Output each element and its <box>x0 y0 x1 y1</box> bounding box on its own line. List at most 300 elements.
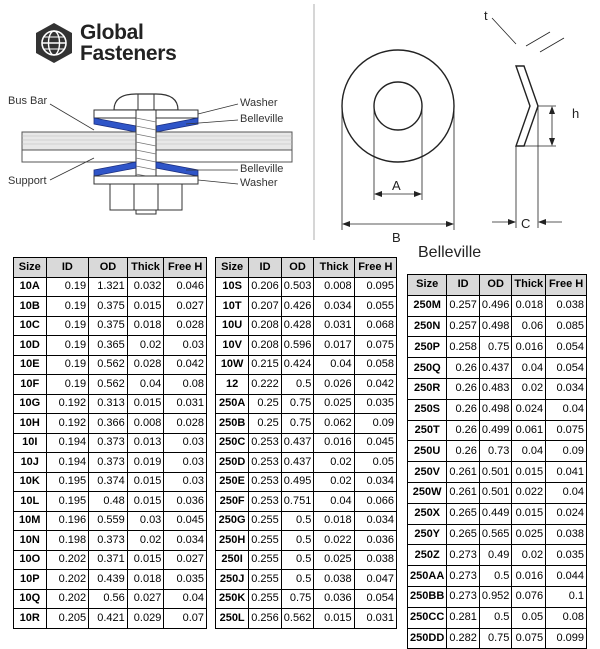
value-cell: 0.03 <box>164 472 207 492</box>
table-row <box>216 355 397 375</box>
size-cell: 10E <box>14 355 47 375</box>
size-table-2 <box>215 257 397 629</box>
table-row <box>216 316 397 336</box>
value-cell: 0.03 <box>127 511 164 531</box>
value-cell: 0.439 <box>89 570 128 590</box>
value-cell: 0.273 <box>447 586 480 607</box>
value-cell: 0.034 <box>164 531 207 551</box>
hex-globe-icon <box>34 22 74 64</box>
table-row <box>216 531 397 551</box>
table-row <box>216 414 397 434</box>
value-cell: 0.25 <box>249 394 282 414</box>
value-cell: 0.373 <box>89 433 128 453</box>
column-header: Thick <box>314 258 354 278</box>
value-cell: 0.265 <box>447 524 480 545</box>
value-cell: 0.03 <box>164 433 207 453</box>
column-header: ID <box>46 258 89 278</box>
value-cell: 0.058 <box>354 355 396 375</box>
value-cell: 0.085 <box>546 316 587 337</box>
value-cell: 0.751 <box>281 492 314 512</box>
value-cell: 0.03 <box>164 453 207 473</box>
value-cell: 0.018 <box>314 511 354 531</box>
value-cell: 0.08 <box>164 375 207 395</box>
value-cell: 0.373 <box>89 531 128 551</box>
value-cell: 0.075 <box>546 420 587 441</box>
value-cell: 0.208 <box>249 336 282 356</box>
value-cell: 0.038 <box>546 295 587 316</box>
value-cell: 0.565 <box>479 524 512 545</box>
value-cell: 0.75 <box>281 394 314 414</box>
value-cell: 0.04 <box>314 355 354 375</box>
value-cell: 0.75 <box>281 414 314 434</box>
value-cell: 0.016 <box>512 337 546 358</box>
value-cell: 0.26 <box>447 378 480 399</box>
value-cell: 0.5 <box>281 550 314 570</box>
table-row <box>408 295 587 316</box>
table-row <box>14 336 207 356</box>
column-header: ID <box>447 275 480 296</box>
value-cell: 0.483 <box>479 378 512 399</box>
value-cell: 0.03 <box>164 336 207 356</box>
column-header: Size <box>14 258 47 278</box>
value-cell: 0.04 <box>512 358 546 379</box>
table-row <box>408 566 587 587</box>
value-cell: 0.207 <box>249 297 282 317</box>
table-row <box>14 511 207 531</box>
value-cell: 0.375 <box>89 297 128 317</box>
value-cell: 0.498 <box>479 316 512 337</box>
table-header-row <box>408 275 587 296</box>
value-cell: 0.036 <box>354 531 396 551</box>
value-cell: 0.265 <box>447 503 480 524</box>
value-cell: 0.205 <box>46 609 89 629</box>
size-cell: 10C <box>14 316 47 336</box>
value-cell: 0.034 <box>546 378 587 399</box>
value-cell: 0.019 <box>127 453 164 473</box>
table-row <box>408 503 587 524</box>
table-row <box>408 545 587 566</box>
value-cell: 0.255 <box>249 570 282 590</box>
size-cell: 250I <box>216 550 249 570</box>
value-cell: 0.215 <box>249 355 282 375</box>
table-row <box>216 589 397 609</box>
value-cell: 0.282 <box>447 628 480 649</box>
value-cell: 0.75 <box>281 589 314 609</box>
table-row <box>14 355 207 375</box>
value-cell: 0.025 <box>512 524 546 545</box>
table-row <box>216 472 397 492</box>
value-cell: 0.016 <box>314 433 354 453</box>
value-cell: 0.099 <box>546 628 587 649</box>
size-cell: 10M <box>14 511 47 531</box>
table-row <box>216 336 397 356</box>
value-cell: 0.028 <box>164 316 207 336</box>
washer-dimension-drawing <box>312 4 596 248</box>
value-cell: 0.374 <box>89 472 128 492</box>
value-cell: 0.034 <box>314 297 354 317</box>
table-row <box>216 570 397 590</box>
size-cell: 10W <box>216 355 249 375</box>
value-cell: 0.015 <box>512 503 546 524</box>
value-cell: 0.198 <box>46 531 89 551</box>
value-cell: 0.044 <box>546 566 587 587</box>
label-support: Support <box>8 175 47 187</box>
assembly-diagram <box>6 74 302 242</box>
value-cell: 0.04 <box>546 399 587 420</box>
table-row <box>14 394 207 414</box>
table-row <box>408 378 587 399</box>
column-header: Free H <box>164 258 207 278</box>
table-row <box>14 550 207 570</box>
size-cell: 250U <box>408 441 447 462</box>
size-cell: 250J <box>216 570 249 590</box>
value-cell: 0.02 <box>512 545 546 566</box>
company-logo <box>34 20 194 68</box>
value-cell: 0.015 <box>127 297 164 317</box>
column-header: Thick <box>512 275 546 296</box>
size-cell: 10S <box>216 277 249 297</box>
table-row <box>408 358 587 379</box>
value-cell: 0.192 <box>46 414 89 434</box>
value-cell: 0.261 <box>447 462 480 483</box>
size-cell: 250CC <box>408 607 447 628</box>
column-header: OD <box>281 258 314 278</box>
value-cell: 0.206 <box>249 277 282 297</box>
value-cell: 0.258 <box>447 337 480 358</box>
table-row <box>216 433 397 453</box>
size-cell: 250B <box>216 414 249 434</box>
value-cell: 0.024 <box>512 399 546 420</box>
value-cell: 0.365 <box>89 336 128 356</box>
value-cell: 0.501 <box>479 462 512 483</box>
table-row <box>408 524 587 545</box>
size-cell: 250F <box>216 492 249 512</box>
value-cell: 0.07 <box>164 609 207 629</box>
size-cell: 10G <box>14 394 47 414</box>
dim-h-label: h <box>572 106 580 121</box>
table-row <box>14 316 207 336</box>
value-cell: 0.068 <box>354 316 396 336</box>
size-cell: 250X <box>408 503 447 524</box>
value-cell: 0.424 <box>281 355 314 375</box>
value-cell: 0.195 <box>46 492 89 512</box>
size-cell: 10B <box>14 297 47 317</box>
value-cell: 0.038 <box>314 570 354 590</box>
value-cell: 0.026 <box>314 375 354 395</box>
value-cell: 0.559 <box>89 511 128 531</box>
value-cell: 0.018 <box>127 316 164 336</box>
value-cell: 0.05 <box>354 453 396 473</box>
value-cell: 0.015 <box>512 462 546 483</box>
size-cell: 10I <box>14 433 47 453</box>
value-cell: 0.035 <box>354 394 396 414</box>
value-cell: 0.095 <box>354 277 396 297</box>
value-cell: 0.5 <box>479 566 512 587</box>
label-bus-bar: Bus Bar <box>8 95 48 107</box>
size-cell: 250G <box>216 511 249 531</box>
value-cell: 0.038 <box>546 524 587 545</box>
size-cell: 10Q <box>14 589 47 609</box>
value-cell: 0.196 <box>46 511 89 531</box>
value-cell: 0.26 <box>447 358 480 379</box>
value-cell: 0.253 <box>249 433 282 453</box>
value-cell: 0.028 <box>127 355 164 375</box>
table-header-row <box>216 258 397 278</box>
value-cell: 0.5 <box>281 531 314 551</box>
value-cell: 0.49 <box>479 545 512 566</box>
value-cell: 0.015 <box>127 472 164 492</box>
value-cell: 0.047 <box>354 570 396 590</box>
value-cell: 0.054 <box>546 358 587 379</box>
size-cell: 10F <box>14 375 47 395</box>
dim-b-label: B <box>392 230 401 245</box>
value-cell: 0.208 <box>249 316 282 336</box>
value-cell: 0.73 <box>479 441 512 462</box>
value-cell: 0.75 <box>479 628 512 649</box>
table-row <box>216 375 397 395</box>
value-cell: 0.035 <box>546 545 587 566</box>
value-cell: 0.062 <box>314 414 354 434</box>
label-washer-bottom: Washer <box>240 177 278 189</box>
value-cell: 0.255 <box>249 511 282 531</box>
table-row <box>408 441 587 462</box>
size-cell: 250T <box>408 420 447 441</box>
value-cell: 0.19 <box>46 316 89 336</box>
dim-a-label: A <box>392 178 401 193</box>
size-cell: 250Q <box>408 358 447 379</box>
value-cell: 0.031 <box>354 609 396 629</box>
size-cell: 10A <box>14 277 47 297</box>
value-cell: 0.031 <box>314 316 354 336</box>
value-cell: 0.061 <box>512 420 546 441</box>
size-cell: 250W <box>408 482 447 503</box>
size-table-1 <box>13 257 207 629</box>
value-cell: 0.449 <box>479 503 512 524</box>
value-cell: 0.015 <box>127 394 164 414</box>
column-header: Free H <box>546 275 587 296</box>
value-cell: 0.036 <box>314 589 354 609</box>
value-cell: 0.562 <box>89 355 128 375</box>
value-cell: 0.26 <box>447 441 480 462</box>
value-cell: 0.253 <box>249 472 282 492</box>
label-belleville-top: Belleville <box>240 113 284 125</box>
table-row <box>14 453 207 473</box>
value-cell: 0.255 <box>249 531 282 551</box>
size-cell: 250R <box>408 378 447 399</box>
value-cell: 0.066 <box>354 492 396 512</box>
value-cell: 0.373 <box>89 453 128 473</box>
value-cell: 0.498 <box>479 399 512 420</box>
table-row <box>216 297 397 317</box>
value-cell: 0.008 <box>127 414 164 434</box>
value-cell: 0.194 <box>46 433 89 453</box>
column-header: Size <box>408 275 447 296</box>
size-cell: 10D <box>14 336 47 356</box>
value-cell: 0.025 <box>314 550 354 570</box>
value-cell: 0.257 <box>447 316 480 337</box>
column-header: Thick <box>127 258 164 278</box>
label-belleville-bottom: Belleville <box>240 163 284 175</box>
value-cell: 0.04 <box>164 589 207 609</box>
column-header: Size <box>216 258 249 278</box>
value-cell: 0.19 <box>46 375 89 395</box>
value-cell: 0.375 <box>89 316 128 336</box>
table-row <box>14 570 207 590</box>
dim-t-label: t <box>484 8 488 23</box>
value-cell: 0.075 <box>354 336 396 356</box>
size-table-3 <box>407 274 587 649</box>
value-cell: 0.08 <box>546 607 587 628</box>
value-cell: 0.02 <box>127 531 164 551</box>
size-cell: 250D <box>216 453 249 473</box>
value-cell: 0.256 <box>249 609 282 629</box>
value-cell: 0.038 <box>354 550 396 570</box>
value-cell: 0.04 <box>127 375 164 395</box>
value-cell: 0.018 <box>127 570 164 590</box>
value-cell: 0.499 <box>479 420 512 441</box>
value-cell: 0.036 <box>164 492 207 512</box>
value-cell: 0.437 <box>479 358 512 379</box>
value-cell: 0.09 <box>354 414 396 434</box>
size-cell: 250H <box>216 531 249 551</box>
size-cell: 12 <box>216 375 249 395</box>
table-row <box>216 511 397 531</box>
value-cell: 0.02 <box>512 378 546 399</box>
value-cell: 0.26 <box>447 420 480 441</box>
value-cell: 0.281 <box>447 607 480 628</box>
value-cell: 0.1 <box>546 586 587 607</box>
table-row <box>408 586 587 607</box>
value-cell: 0.428 <box>281 316 314 336</box>
value-cell: 0.075 <box>512 628 546 649</box>
value-cell: 0.253 <box>249 492 282 512</box>
size-cell: 10J <box>14 453 47 473</box>
table-row <box>408 462 587 483</box>
table-row <box>216 492 397 512</box>
value-cell: 0.421 <box>89 609 128 629</box>
value-cell: 0.253 <box>249 453 282 473</box>
logo-line-1: Global <box>80 21 144 44</box>
value-cell: 0.02 <box>127 336 164 356</box>
table-row <box>216 550 397 570</box>
value-cell: 0.054 <box>354 589 396 609</box>
table-row <box>14 472 207 492</box>
size-cell: 10V <box>216 336 249 356</box>
value-cell: 0.437 <box>281 453 314 473</box>
size-cell: 10R <box>14 609 47 629</box>
value-cell: 0.05 <box>512 607 546 628</box>
value-cell: 0.042 <box>354 375 396 395</box>
value-cell: 0.09 <box>546 441 587 462</box>
size-cell: 10N <box>14 531 47 551</box>
table-row <box>14 277 207 297</box>
logo-line-2: Fasteners <box>80 42 177 65</box>
value-cell: 0.032 <box>127 277 164 297</box>
value-cell: 0.029 <box>127 609 164 629</box>
value-cell: 0.045 <box>354 433 396 453</box>
size-cell: 10H <box>14 414 47 434</box>
table-row <box>216 453 397 473</box>
value-cell: 0.26 <box>447 399 480 420</box>
value-cell: 0.48 <box>89 492 128 512</box>
value-cell: 0.202 <box>46 570 89 590</box>
value-cell: 0.045 <box>164 511 207 531</box>
value-cell: 0.008 <box>314 277 354 297</box>
size-cell: 250M <box>408 295 447 316</box>
value-cell: 0.371 <box>89 550 128 570</box>
table-row <box>14 375 207 395</box>
value-cell: 0.02 <box>314 453 354 473</box>
table-row <box>408 482 587 503</box>
dim-c-label: C <box>521 216 531 231</box>
value-cell: 0.042 <box>164 355 207 375</box>
value-cell: 0.04 <box>512 441 546 462</box>
size-cell: 250L <box>216 609 249 629</box>
value-cell: 0.035 <box>164 570 207 590</box>
value-cell: 0.06 <box>512 316 546 337</box>
value-cell: 0.024 <box>546 503 587 524</box>
value-cell: 0.202 <box>46 550 89 570</box>
value-cell: 0.192 <box>46 394 89 414</box>
size-cell: 10P <box>14 570 47 590</box>
value-cell: 1.321 <box>89 277 128 297</box>
table-row <box>408 337 587 358</box>
size-cell: 10K <box>14 472 47 492</box>
table-row <box>14 414 207 434</box>
belleville-caption: Belleville <box>418 244 482 261</box>
size-cell: 10U <box>216 316 249 336</box>
size-cell: 250S <box>408 399 447 420</box>
value-cell: 0.04 <box>314 492 354 512</box>
value-cell: 0.562 <box>89 375 128 395</box>
value-cell: 0.013 <box>127 433 164 453</box>
value-cell: 0.25 <box>249 414 282 434</box>
value-cell: 0.02 <box>314 472 354 492</box>
table-row <box>14 589 207 609</box>
size-cell: 10T <box>216 297 249 317</box>
table-row <box>408 607 587 628</box>
table-row <box>14 433 207 453</box>
value-cell: 0.054 <box>546 337 587 358</box>
value-cell: 0.028 <box>164 414 207 434</box>
value-cell: 0.027 <box>164 297 207 317</box>
value-cell: 0.496 <box>479 295 512 316</box>
value-cell: 0.75 <box>479 337 512 358</box>
value-cell: 0.255 <box>249 550 282 570</box>
value-cell: 0.034 <box>354 472 396 492</box>
table-header-row <box>14 258 207 278</box>
value-cell: 0.195 <box>46 472 89 492</box>
table-row <box>14 609 207 629</box>
value-cell: 0.04 <box>546 482 587 503</box>
value-cell: 0.025 <box>314 394 354 414</box>
value-cell: 0.366 <box>89 414 128 434</box>
value-cell: 0.015 <box>314 609 354 629</box>
value-cell: 0.255 <box>249 589 282 609</box>
value-cell: 0.027 <box>164 550 207 570</box>
size-cell: 250K <box>216 589 249 609</box>
size-cell: 250BB <box>408 586 447 607</box>
value-cell: 0.5 <box>479 607 512 628</box>
value-cell: 0.257 <box>447 295 480 316</box>
value-cell: 0.017 <box>314 336 354 356</box>
size-cell: 250N <box>408 316 447 337</box>
value-cell: 0.194 <box>46 453 89 473</box>
size-cell: 10L <box>14 492 47 512</box>
value-cell: 0.016 <box>512 566 546 587</box>
value-cell: 0.596 <box>281 336 314 356</box>
value-cell: 0.501 <box>479 482 512 503</box>
